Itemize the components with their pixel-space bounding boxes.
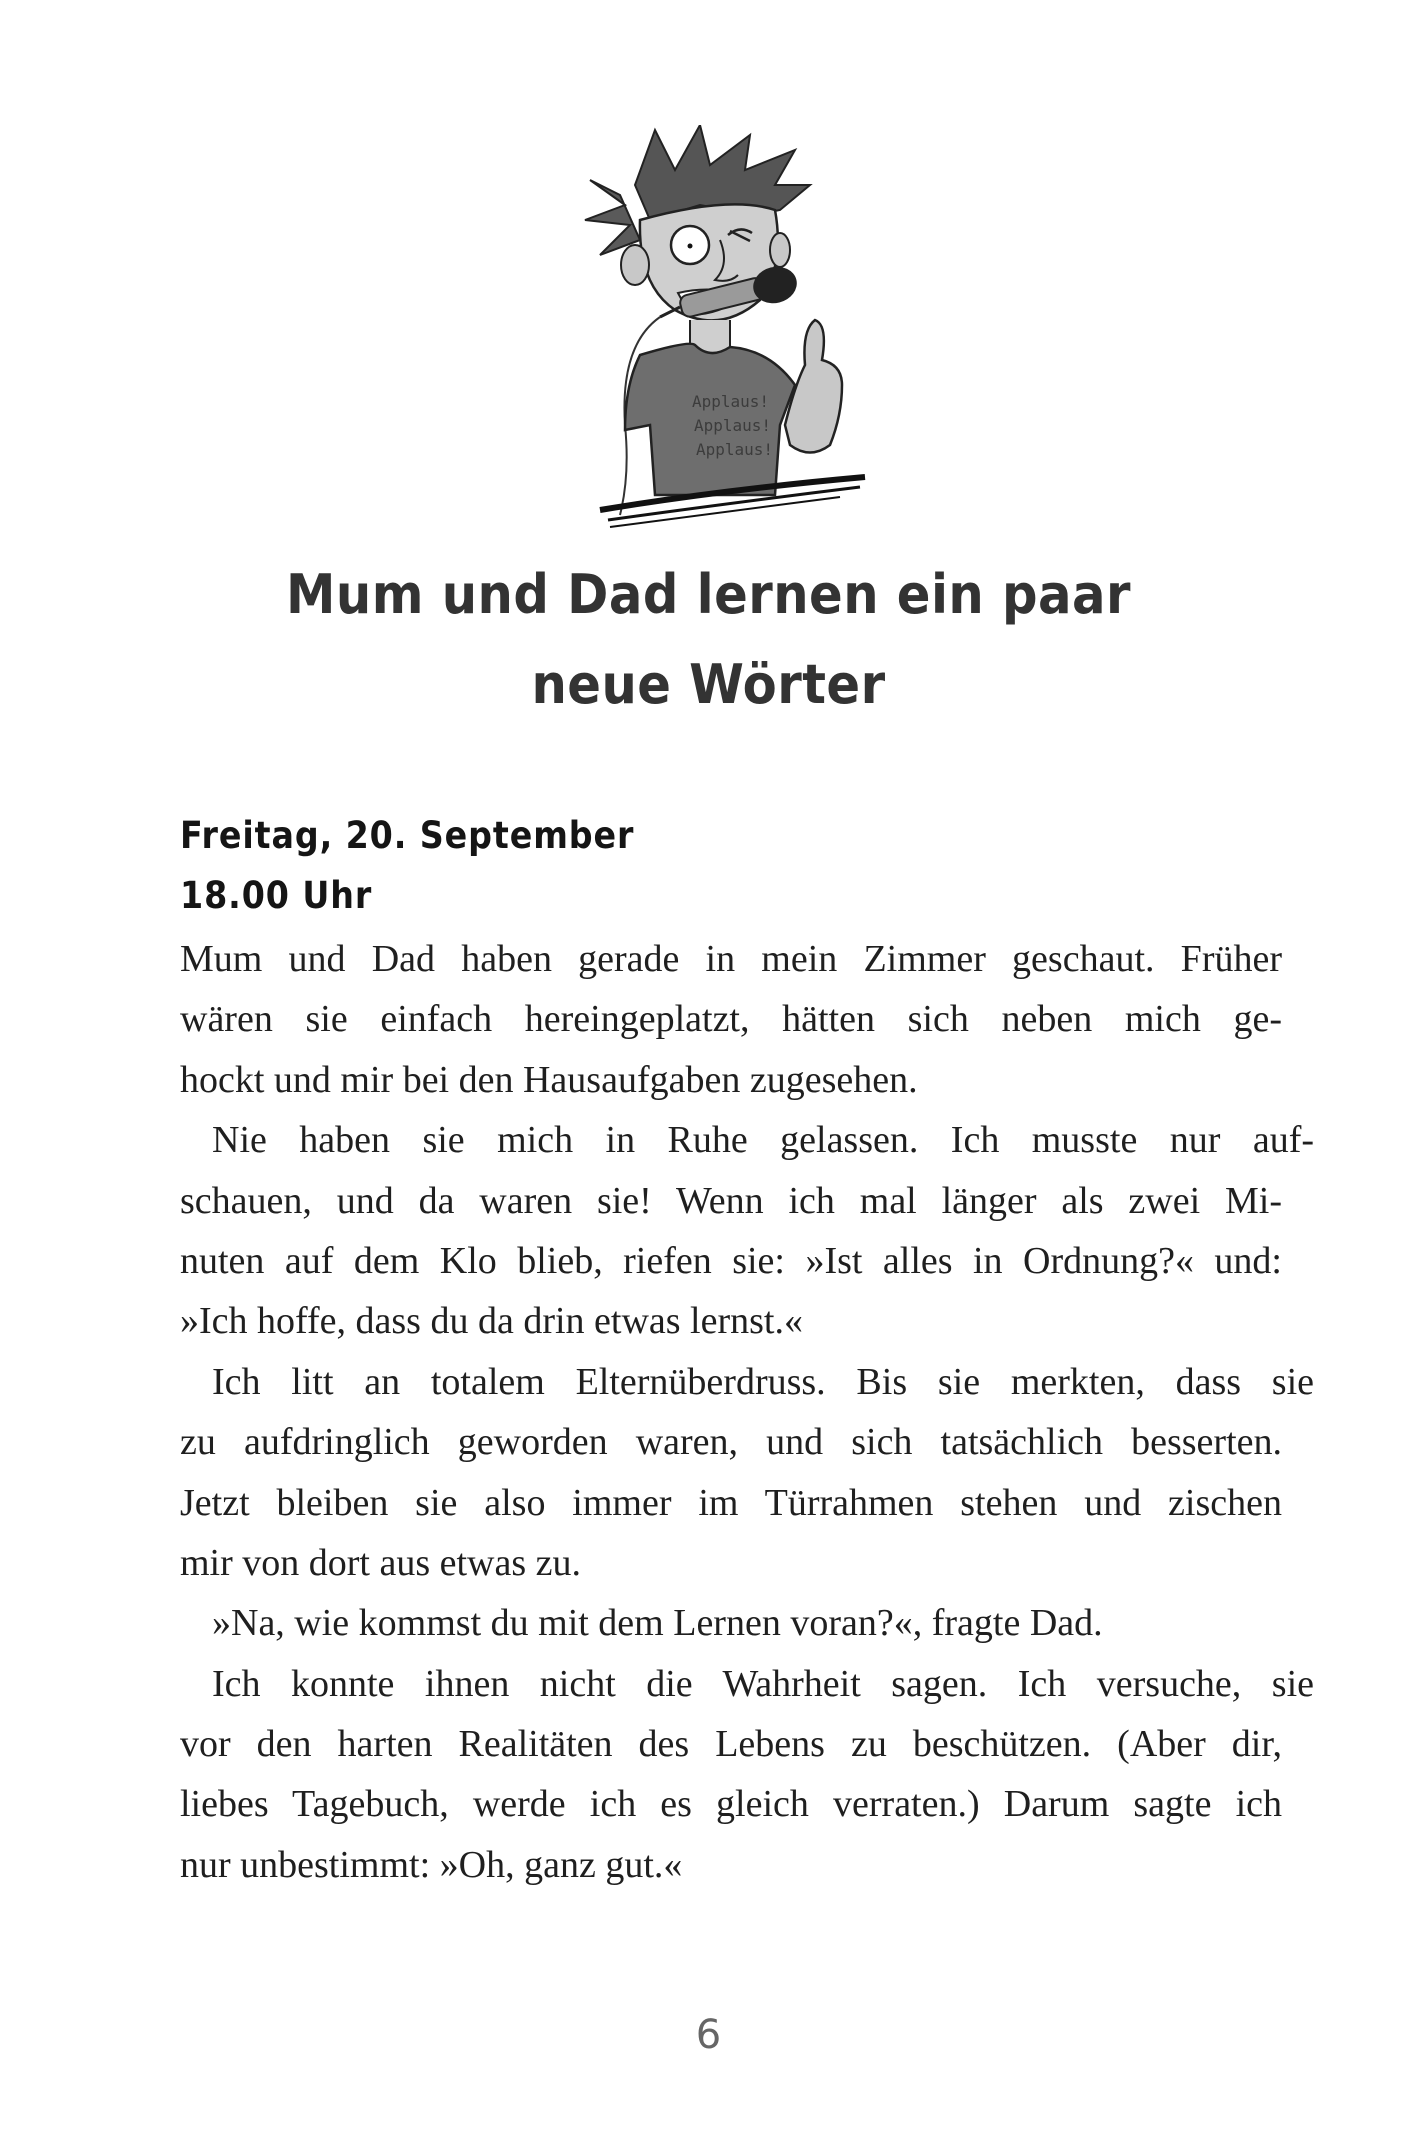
right-ear <box>770 233 790 267</box>
text-line: Ich litt an totalem Elternüberdruss. Bis sie merkten, dass sie <box>212 1360 1314 1403</box>
shirt-text-line: Applaus! <box>694 416 772 435</box>
text-line: Jetzt bleiben sie also immer im Türrahmen stehen und zischen <box>180 1481 1282 1524</box>
text-line: Ich konnte ihnen nicht die Wahrheit sagen. Ich versuche, sie <box>212 1662 1314 1705</box>
text-line: Nie haben sie mich in Ruhe gelassen. Ich musste nur auf- <box>212 1119 1314 1162</box>
chapter-title <box>200 550 1217 730</box>
shirt-text-line: Applaus! <box>696 440 774 459</box>
shirt-text <box>692 392 773 459</box>
text-line: nur unbestimmt: »Oh, ganz gut.« <box>180 1843 683 1886</box>
text-line: wären sie einfach hereingeplatzt, hätten sich neben mich ge- <box>180 998 1282 1041</box>
text-line: mir von dort aus etwas zu. <box>180 1541 582 1584</box>
text-line: Mum und Dad haben gerade in mein Zimmer geschaut. Früher <box>180 938 1282 980</box>
pupil <box>688 244 693 249</box>
text-line: liebes Tagebuch, werde ich es gleich verraten.) Darum sagte ich <box>180 1783 1282 1826</box>
chapter-title-line: neue Wörter <box>531 653 886 716</box>
text-line: vor den harten Realitäten des Lebens zu beschützen. (Aber dir, <box>180 1723 1282 1766</box>
entry-time: 18.00 Uhr <box>180 874 373 917</box>
text-line: »Ich hoffe, dass du da drin etwas lernst.« <box>180 1300 803 1343</box>
entry-date: Freitag, 20. September <box>180 814 635 857</box>
text-line: schauen, und da waren sie! Wenn ich mal länger als zwei Mi- <box>180 1179 1282 1222</box>
text-line: hockt und mir bei den Hausaufgaben zugesehen. <box>180 1058 918 1101</box>
diary-entry-header <box>180 806 1080 926</box>
chapter-title-line: Mum und Dad lernen ein paar <box>286 563 1131 626</box>
page-number: 6 <box>695 2012 722 2058</box>
body-text <box>180 929 1314 1895</box>
text-line: »Na, wie kommst du mit dem Lernen voran?«, fragte Dad. <box>212 1602 1103 1645</box>
shirt-text-line: Applaus! <box>692 392 770 411</box>
text-line: zu aufdringlich geworden waren, und sich tatsächlich besserten. <box>180 1421 1282 1464</box>
left-ear <box>621 245 649 285</box>
boy-with-microphone-illustration <box>580 125 870 530</box>
text-line: nuten auf dem Klo blieb, riefen sie: »Ist alles in Ordnung?« und: <box>180 1239 1282 1282</box>
